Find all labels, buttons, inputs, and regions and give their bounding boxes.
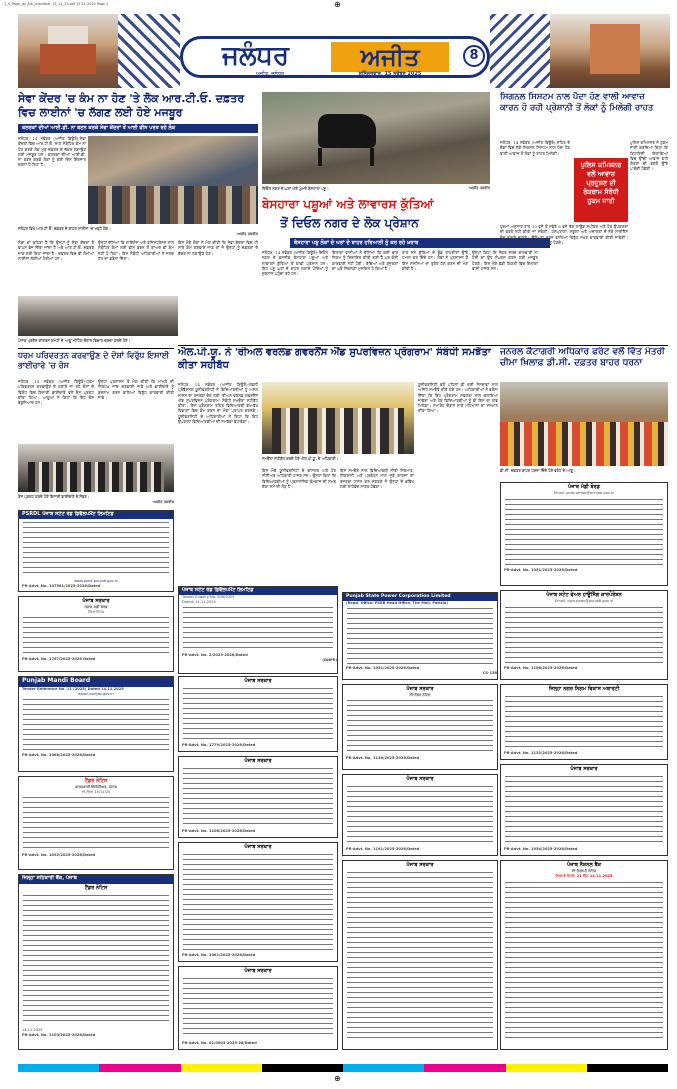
story3-body-col1: ਜਲੰਧਰ, 14 ਨਵੰਬਰ (ਅਜੀਤ ਬਿਊਰੋ)-ਦਿਓਲ ਨਗਰ ਦੇ ਵਸਨੀਕ ਬੇਸਹਾਰਾ ਪਸ਼ੂਆਂ ਅਤੇ ਲਾਵਾਰਸ ਕੁੱਤਿਆਂ ਤੋਂ ਕਾਫ਼ੀ ਪ੍ਰੇਸ਼ਾਨ ਹਨ। ਇਹ ਪਸ਼ੂ ਘਰਾਂ ਦੇ ਬਾਹਰ ਲਗਾਏ ਪੌਦਿਆਂ ਨੂੰ ਨੁਕਸਾਨ ਪਹੁੰਚਾ ਰਹੇ ਹਨ।	[262, 250, 328, 277]
story5-body-col4: ਯੂਨੀਵਰਸਿਟੀ ਵਲੋਂ ਪਹਿਲਾਂ ਵੀ ਕਈ ਸੰਸਥਾਵਾਂ ਨਾਲ ਅਜਿਹੇ ਸਮਝੌਤੇ ਕੀਤੇ ਗਏ ਹਨ। ਅਧਿਕਾਰੀਆਂ ਨੇ ਭਰੋਸਾ ਦਿੱਤਾ ਕਿ ਇਹ ਪ੍ਰੋਗਰਾਮ ਸਫ਼ਲਤਾ ਨਾਲ ਚਲਾਇਆ ਜਾਵੇਗਾ ਅਤੇ ਹੋਰ ਵਿਦਿਆਰਥੀਆਂ ਨੂੰ ਵੀ ਇਸ ਦਾ ਲਾਭ ਮਿਲੇਗਾ। ਸਮਾਰੋਹ ਦੌਰਾਨ ਸਾਰੇ ਮਹਿਮਾਨਾਂ ਦਾ ਸਨਮਾਨ ਕੀਤਾ ਗਿਆ।	[418, 382, 498, 414]
ad-cooperative-date: 14.11.2025	[22, 1027, 43, 1032]
ad-bank	[500, 860, 668, 1050]
story1-headline: ਸੇਵਾ ਕੇਂਦਰ 'ਚ ਕੰਮ ਨਾ ਹੋਣ 'ਤੇ ਲੋਕ ਆਰ.ਟੀ.ਓ. ਦਫ਼ਤਰ ਵਿਚ ਲਾਈਨਾਂ 'ਚ ਲੱਗਣ ਲਈ ਹੋਏ ਮਜਬੂਰ	[18, 92, 245, 119]
ad-big-tender-title: ਪੰਜਾਬ ਸਰਕਾਰ	[406, 862, 434, 868]
color-registration-bar	[18, 1064, 668, 1072]
story1-photo	[88, 136, 258, 224]
ad-pb-sarkar-mid-title: ਪੰਜਾਬ ਸਰਕਾਰ	[244, 758, 272, 764]
masthead-subtitle: ਅਜੀਤ	[331, 42, 449, 72]
story3-body-col4: ਉਨ੍ਹਾਂ ਕਿਹਾ ਕਿ ਜੇਕਰ ਜਲਦ ਕਾਰਵਾਈ ਨਾ ਹੋਈ ਤਾਂ ਉਹ ਸੰਘਰਸ਼ ਕਰਨ ਲਈ ਮਜਬੂਰ ਹੋਣਗੇ। ਇਸ ਮੌਕੇ ਵੱਡੀ ਗਿਣਤੀ ਵਿਚ ਇਲਾਕਾ ਵਾਸੀ ਹਾਜ਼ਰ ਸਨ।	[472, 250, 538, 271]
ad-tender-notice-pr: PR-Advt. No. 1092/2025-2026/Dated	[22, 852, 96, 857]
ad-big-tender	[342, 860, 498, 1050]
story5-body-col2: ਇਸ ਮੌਕੇ ਯੂਨੀਵਰਸਿਟੀ ਦੇ ਚਾਂਸਲਰ ਅਤੇ ਹੋਰ ਸੀਨੀਅਰ ਅਧਿਕਾਰੀ ਹਾਜ਼ਰ ਸਨ। ਉਨ੍ਹਾਂ ਕਿਹਾ ਕਿ ਵਿਦਿਆਰਥੀਆਂ ਨੂੰ ਪ੍ਰਸ਼ਾਸਨਿਕ ਕੰਮਕਾਜ ਦੀ ਸਮਝ ਦੇਣਾ ਸਮੇਂ ਦੀ ਲੋੜ ਹੈ।	[262, 468, 336, 489]
story1-credit: -ਅਜੀਤ ਤਸਵੀਰ	[236, 232, 258, 236]
story5-headline: ਐਲ.ਪੀ.ਯੂ. ਨੇ 'ਰੀਅਲ ਵਰਲਡ ਗਵਰਨੈਂਸ ਐਂਡ ਸੁਪਰਵਿਜ਼ਨ ਪ੍ਰੋਗਰਾਮ' ਸੰਬੰਧੀ ਸਮਝੌਤਾ ਕੀਤਾ ਸਹੀਬੱਧ	[178, 347, 491, 371]
ad-pspcl-pr: PR-Advt. No. 1051/2025-2026/Dated	[346, 666, 420, 670]
ad-psrdl2-dated: Dated: 11.11.2025	[182, 600, 216, 604]
ad-pb-mantri-pr: PR-Advt. No. 1051/2025-2026/Dated	[504, 567, 578, 572]
ad-psrdl-pr: PR-Advt. No. 107581/2025-2026/Dated	[22, 584, 101, 588]
ad-psrdl2-pr: PR-Advt. No. 2/2025-2026/Dated	[182, 653, 248, 657]
story2-body-col2: ਉਨ੍ਹਾਂ ਪ੍ਰਸ਼ਾਸਨ ਤੋਂ ਮੰਗ ਕੀਤੀ ਕਿ ਮਾਮਲੇ ਦੀ ਨਿਰਪੱਖ ਜਾਂਚ ਕਰਵਾਈ ਜਾਵੇ ਅਤੇ ਭਾਈਚਾਰੇ ਨੂੰ ਬਦਨਾਮ ਕਰਨ ਵਾਲਿਆਂ ਵਿਰੁੱਧ ਕਾਰਵਾਈ ਕੀਤੀ ਜਾਵੇ।	[98, 379, 174, 400]
ad-tender-notice-number: ਈ-ਟੈਂਡਰ 14/11/25	[81, 789, 111, 794]
ad-pb-sarkar4	[178, 842, 338, 962]
story5-body-col3: ਇਸ ਸਮਝੌਤੇ ਨਾਲ ਵਿਦਿਆਰਥੀ ਨੀਤੀ ਨਿਰਮਾਣ, ਨਿਗਰਾਨੀ ਅਤੇ ਪ੍ਰਬੰਧਨ ਨਾਲ ਜੁੜੇ ਕਾਰਜਾਂ ਦਾ ਤਜਰਬਾ ਹਾਸਲ ਕਰ ਸਕਣਗੇ ਜੋ ਉਨ੍ਹਾਂ ਦੇ ਭਵਿੱਖ ਲਈ ਲਾਹੇਵੰਦ ਸਾਬਤ ਹੋਵੇਗਾ।	[340, 468, 414, 489]
story3-photo	[262, 92, 490, 184]
ad-psrdl	[18, 510, 174, 592]
ad-pb-sarkar-etender-title: ਪੰਜਾਬ ਸਰਕਾਰ	[406, 686, 434, 692]
masthead-pattern-left	[118, 14, 180, 88]
ad-pspcl	[342, 592, 498, 680]
ad-psrdl2-code: (DNPR)	[322, 658, 337, 662]
ad-pb-sarkar2	[342, 774, 498, 856]
ad-bottom-center	[178, 966, 338, 1050]
ad-punjab-mandi	[18, 676, 174, 772]
story3-body-col2: ਇਲਾਕਾ ਵਾਸੀਆਂ ਨੇ ਦੱਸਿਆ ਕਿ ਕਈ ਵਾਰ ਨਿਗਮ ਨੂੰ ਸ਼ਿਕਾਇਤ ਕੀਤੀ ਗਈ ਹੈ ਪਰ ਕੋਈ ਕਾਰਵਾਈ ਨਹੀਂ ਹੋਈ। ਬੱਚਿਆਂ ਅਤੇ ਬਜ਼ੁਰਗਾਂ ਦਾ ਘਰੋਂ ਨਿਕਲਣਾ ਮੁਸ਼ਕਿਲ ਹੋ ਗਿਆ ਹੈ।	[332, 250, 398, 271]
ad-pb-sarkar4-title: ਪੰਜਾਬ ਸਰਕਾਰ	[244, 844, 272, 850]
ad-punjab-mandi-subtitle: Tender Reference No. 11 (2025) Dated 14.11.2025	[22, 687, 124, 691]
ad-cooperative-title: ਜਿਲ੍ਹਾ ਸਹਿਕਾਰੀ ਬੈਂਕ, ਪੰਜਾਬ	[19, 875, 173, 884]
ad-bottom-center-pr: PR-Advt. No. 01/0003-2025-26/Dated	[182, 1040, 257, 1045]
story3-credit: -ਅਜੀਤ ਤਸਵੀਰ	[468, 186, 490, 190]
ad-bank-subtitle: ਈ-ਨਿਲਾਮੀ ਨੋਟਿਸ	[571, 868, 597, 873]
ad-pb-mantri	[500, 482, 668, 586]
ad-pb-sarkar3-title: ਪੰਜਾਬ ਸਰਕਾਰ	[570, 766, 598, 772]
ad-psrdl2	[178, 586, 338, 674]
ad-cooperative-notice: ਟੈਂਡਰ ਨੋਟਿਸ	[84, 885, 108, 891]
story1-strap: ਕਲਰਕਾਂ ਦੀਆਂ ਆਈ.ਡੀ. ਨਾ ਬਣਨ ਕਰਕੇ ਸੇਵਾ ਕੇਂਦਰਾਂ ਤੋਂ ਆਈ ਫੀਸ ਪਰਤ ਰਹੇ ਲੋਕ	[18, 124, 258, 133]
story5-body-col1: ਜਲੰਧਰ, 14 ਨਵੰਬਰ (ਅਜੀਤ ਬਿਊਰੋ)-ਲਵਲੀ ਪ੍ਰੋਫੈਸ਼ਨਲ ਯੂਨੀਵਰਸਿਟੀ ਨੇ ਵਿਦਿਆਰਥੀਆਂ ਨੂੰ ਅਸਲ ਸ਼ਾਸਨ ਦਾ ਤਜਰਬਾ ਦੇਣ ਲਈ 'ਰੀਅਲ ਵਰਲਡ ਗਵਰਨੈਂਸ ਐਂਡ ਸੁਪਰਵਿਜ਼ਨ ਪ੍ਰੋਗਰਾਮ' ਸੰਬੰਧੀ ਸਮਝੌਤਾ ਸਹੀਬੱਧ ਕੀਤਾ। ਇਸ ਪ੍ਰੋਗਰਾਮ ਤਹਿਤ ਵਿਦਿਆਰਥੀ ਵੱਖ-ਵੱਖ ਵਿਭਾਗਾਂ ਵਿਚ ਕੰਮ ਕਰਨ ਦਾ ਮੌਕਾ ਪ੍ਰਾਪਤ ਕਰਨਗੇ। ਯੂਨੀਵਰਸਿਟੀ ਦੇ ਅਧਿਕਾਰੀਆਂ ਨੇ ਕਿਹਾ ਕਿ ਇਹ ਉਪਰਾਲਾ ਵਿਦਿਆਰਥੀਆਂ ਦੀ ਸਮਰੱਥਾ ਵਧਾਵੇਗਾ।	[178, 382, 258, 425]
masthead-left-photo	[18, 14, 118, 88]
ad-pspcl-tender-pr: PR-Advt. No. 1767/2025-2026 Dated	[22, 656, 96, 661]
ad-pb-sarkar3	[500, 764, 668, 856]
ad-housing	[500, 684, 668, 760]
story2-headline: ਧਰਮ ਪਰਿਵਰਤਨ ਕਰਵਾਉਣ ਦੇ ਦੋਸ਼ਾਂ ਵਿਰੁੱਧ ਇਸਾਈ ਭਾਈਚਾਰੇ 'ਚ ਰੋਸ	[18, 351, 170, 370]
ad-psrdl-title: PSRDL ਪੰਜਾਬ ਸਟੇਟ ਰੋਡ ਡਿਵੈਲਪਮੈਂਟ ਲਿਮਟਿਡ	[19, 511, 173, 519]
ad-pb-sarkar-etender-pr: PR-Advt. No. 1136/2025-2026/Dated	[346, 755, 420, 760]
story1-body-col4: ਇਸ ਮੌਕੇ ਲੋਕਾਂ ਨੇ ਮੰਗ ਕੀਤੀ ਕਿ ਸੇਵਾ ਕੇਂਦਰਾਂ ਵਿਚ ਹੀ ਸਾਰੇ ਕੰਮ ਕਰਵਾਏ ਜਾਣ ਤਾਂ ਜੋ ਉਨ੍ਹਾਂ ਨੂੰ ਦਫ਼ਤਰਾਂ ਦੇ ਚੱਕਰ ਨਾ ਲਗਾਉਣੇ ਪੈਣ।	[178, 240, 258, 256]
registration-mark: ⊕	[334, 0, 341, 9]
story1-photo2	[18, 296, 178, 336]
story2-credit: -ਅਜੀਤ ਤਸਵੀਰ	[152, 500, 174, 504]
ad-psrdl2-title: ਪੰਜਾਬ ਸਟੇਟ ਰੋਡ ਡਿਵੈਲਪਮੈਂਟ ਲਿਮਟਿਡ	[179, 587, 337, 595]
ad-pb-sarkar4-pr: PR-Advt. No. 1061/2025-2026/Dated	[182, 952, 256, 957]
story1-photo2-caption: ਪੰਜਾਬ ਪ੍ਰਦੇਸ਼ ਕਾਂਗਰਸ ਕਮੇਟੀ ਦੇ ਆਗੂ ਮੀਟਿੰਗ ਦੌਰਾਨ ਵਿਚਾਰ-ਚਰਚਾ ਕਰਦੇ ਹੋਏ।	[18, 338, 131, 343]
story1-caption: ਜਲੰਧਰ ਵਿਖੇ ਆਰ.ਟੀ.ਓ. ਦਫ਼ਤਰ ਦੇ ਬਾਹਰ ਲਾਈਨਾਂ 'ਚ ਖੜ੍ਹੇ ਲੋਕ।	[18, 226, 111, 231]
story4-body-col2: ਪੁਲਿਸ ਕਮਿਸ਼ਨਰ ਨੇ ਹੁਕਮ ਜਾਰੀ ਕਰਦਿਆਂ ਕਿਹਾ ਕਿ ਰਿਹਾਇਸ਼ੀ ਇਲਾਕਿਆਂ ਵਿਚ ਉੱਚੀ ਆਵਾਜ਼ ਵਾਲੇ ਯੰਤਰਾਂ ਦੀ ਵਰਤੋਂ ਉੱਤੇ ਪਾਬੰਦੀ ਹੋਵੇਗੀ।	[630, 140, 668, 172]
masthead-title: ਜਲੰਧਰ	[221, 41, 290, 71]
story3-strap: ਬੇਸਹਾਰਾ ਪਸ਼ੂ ਲੋਕਾਂ ਦੇ ਘਰਾਂ ਦੇ ਬਾਹਰ ਹਰਿਆਲੀ ਨੂੰ ਕਰ ਰਹੇ ਖ਼ਰਾਬ	[290, 238, 550, 248]
ad-cooperative-pr: PR-Advt. No. 1103/2025-2026/Dated	[22, 1032, 96, 1037]
ad-pb-mantri-email: Email: pmb.senior@punjab.gov.in	[553, 490, 615, 495]
ad-pspcl-tender-subtitle: ਪੰਜਾਬ ਮੰਡੀ ਬੋਰਡ	[84, 604, 108, 609]
story6-photo	[500, 382, 668, 466]
ad-pspcl-code: CS-158	[482, 671, 497, 675]
masthead-date: ਸ਼ਨਿੱਚਰਵਾਰ, 15 ਨਵੰਬਰ 2025	[358, 71, 422, 77]
ad-pb-sarkar-etender-subtitle: ਈ-ਟੈਂਡਰ ਨੋਟਿਸ	[409, 692, 431, 697]
story5-caption: ਸਮਝੌਤਾ ਸਹੀਬੱਧ ਕਰਦੇ ਹੋਏ ਐਲ.ਪੀ.ਯੂ. ਦੇ ਅਧਿਕਾਰੀ।	[262, 456, 339, 461]
ad-tender-notice-subtitle: ਕਾਰਜਕਾਰੀ ਇੰਜੀਨੀਅਰ, ਪੰਜਾਬ	[75, 784, 117, 789]
ad-tender-notice-title: ਟੈਂਡਰ ਨੋਟਿਸ	[84, 778, 108, 784]
registration-mark-bottom: ⊕	[334, 1074, 341, 1083]
ad-warehousing-title: ਪੰਜਾਬ ਸਟੇਟ ਵੇਅਰ ਹਾਊਸਿੰਗ ਕਾਰਪੋਰੇਸ਼ਨ	[546, 592, 622, 598]
ad-cooperative	[18, 874, 174, 1050]
story1-body-col3: ਉਨ੍ਹਾਂ ਦੱਸਿਆ ਕਿ ਲਾਇਸੰਸ ਅਤੇ ਰਜਿਸਟ੍ਰੇਸ਼ਨ ਨਾਲ ਸੰਬੰਧਿਤ ਕੰਮਾਂ ਲਈ ਫੀਸ ਭਰਨ ਤੋਂ ਬਾਅਦ ਵੀ ਕੰਮ ਨਹੀਂ ਹੋ ਰਿਹਾ। ਇਸ ਸੰਬੰਧੀ ਅਧਿਕਾਰੀਆਂ ਨੇ ਜਲਦ ਹੱਲ ਦਾ ਭਰੋਸਾ ਦਿੱਤਾ।	[98, 240, 174, 261]
ad-pspcl-subtitle: (Regd. Office: PSEB Head Office, The Mall, Patiala)	[346, 601, 448, 605]
ad-bottom-center-title: ਪੰਜਾਬ ਸਰਕਾਰ	[244, 968, 272, 974]
ad-pb-sarkar2-pr: PR-Advt. No. 1191/2025-2026/Dated	[346, 846, 420, 851]
story3-body-col3: ਰਾਤ ਸਮੇਂ ਕੁੱਤਿਆਂ ਦੇ ਝੁੰਡ ਰਾਹਗੀਰਾਂ ਉੱਤੇ ਹਮਲਾ ਕਰ ਦਿੰਦੇ ਹਨ। ਲੋਕਾਂ ਨੇ ਪ੍ਰਸ਼ਾਸਨ ਤੋਂ ਇਸ ਸਮੱਸਿਆ ਦਾ ਤੁਰੰਤ ਹੱਲ ਕਰਨ ਦੀ ਮੰਗ ਕੀਤੀ ਹੈ।	[402, 250, 468, 271]
ad-punjab-mandi-pr: PR-Advt. No. 1068/2025-2026/Dated	[22, 753, 96, 757]
story4-body-col3: ਹੁਕਮਾਂ ਅਨੁਸਾਰ ਰਾਤ 10 ਵਜੇ ਤੋਂ ਸਵੇਰੇ 6 ਵਜੇ ਤੱਕ ਲਾਊਡ ਸਪੀਕਰ ਅਤੇ ਹੋਰ ਉਪਕਰਣਾਂ ਦੀ ਵਰਤੋਂ ਨਹੀਂ ਕੀਤੀ ਜਾ ਸਕੇਗੀ। ਹਸਪਤਾਲਾਂ, ਸਕੂਲਾਂ ਅਤੇ ਅਦਾਲਤਾਂ ਦੇ ਨੇੜੇ ਸਾਈਲੈਂਸ ਜ਼ੋਨ ਬਣਾਏ ਜਾਣਗੇ। ਉਲੰਘਣਾ ਕਰਨ ਵਾਲਿਆਂ ਵਿਰੁੱਧ ਸਖ਼ਤ ਕਾਰਵਾਈ ਕੀਤੀ ਜਾਵੇਗੀ। ਇਹ ਹੁਕਮ ਤੁਰੰਤ ਪ੍ਰਭਾਵ ਨਾਲ ਲਾਗੂ ਹੋਣਗੇ।	[500, 224, 628, 245]
ad-pspcl-tender	[18, 596, 174, 672]
ad-bank-title: ਪੰਜਾਬ ਨੈਸ਼ਨਲ ਬੈਂਕ	[566, 862, 601, 868]
masthead	[0, 10, 677, 90]
story1-body-col2: ਲੋਕਾਂ ਦਾ ਕਹਿਣਾ ਹੈ ਕਿ ਉਨ੍ਹਾਂ ਨੂੰ ਸੇਵਾ ਕੇਂਦਰਾਂ ਤੋਂ ਵਾਪਸ ਭੇਜ ਦਿੱਤਾ ਜਾਂਦਾ ਹੈ ਅਤੇ ਆਰ.ਟੀ.ਓ. ਦਫ਼ਤਰ ਜਾਣ ਲਈ ਕਿਹਾ ਜਾਂਦਾ ਹੈ। ਦਫ਼ਤਰ ਵਿਚ ਵੀ ਲੰਮੀਆਂ ਲਾਈਨਾਂ ਲੱਗੀਆਂ ਹੋਈਆਂ ਹਨ।	[18, 240, 94, 261]
ad-pb-sarkar2-title: ਪੰਜਾਬ ਸਰਕਾਰ	[406, 776, 434, 782]
ad-pspcl-title: Punjab State Power Corporation Limited	[343, 593, 497, 601]
ad-pb-sarkar-etender	[342, 684, 498, 770]
print-slug: 1_0_Page_Jal_Ajit_Jalandhar_15_11_25.pdf 15.11.2025 Page 1	[4, 2, 109, 6]
ad-pb-sarkar-mid	[178, 756, 338, 838]
story4-box: ਪੁਲਿਸ ਕਮਿਸ਼ਨਰ ਵਲੋਂ ਆਵਾਜ਼ ਪ੍ਰਦੂਸ਼ਣ ਦੀ ਰੋਕਥਾਮ ਸੰਬੰਧੀ ਹੁਕਮ ਜਾਰੀ	[574, 158, 628, 222]
story6-headline: ਜਨਰਲ ਕੈਟਾਗਰੀ ਅਧਿਕਾਰ ਫਰੰਟ ਵਲੋਂ ਵਿੱਤ ਮੰਤਰੀ ਚੀਮਾ ਖ਼ਿਲਾਫ਼ ਡੀ.ਸੀ. ਦਫ਼ਤਰ ਬਾਹਰ ਧਰਨਾ	[500, 347, 665, 369]
masthead-pattern-right	[490, 14, 550, 88]
ad-pb-sarkar1-title: ਪੰਜਾਬ ਸਰਕਾਰ	[244, 678, 272, 684]
ad-pspcl-tender-notice: ਟੈਂਡਰ ਨੋਟਿਸ	[87, 609, 105, 614]
masthead-right-photo	[550, 14, 670, 88]
story4-body-col1: ਜਲੰਧਰ, 14 ਨਵੰਬਰ (ਅਜੀਤ ਬਿਊਰੋ)-ਸ਼ਹਿਰ ਦੇ ਚੌਕਾਂ ਵਿਚ ਲੱਗੇ ਸਿਗਨਲ ਸਿਸਟਮ ਨਾਲ ਪੈਦਾ ਹੋਣ ਵਾਲੀ ਆਵਾਜ਼ ਤੋਂ ਲੋਕਾਂ ਨੂੰ ਰਾਹਤ ਮਿਲੇਗੀ।	[500, 140, 570, 156]
story2-photo	[18, 444, 174, 492]
ad-psrdl-web: www.psrdl.punjab.gov.in	[74, 579, 118, 583]
ad-bank-dates: ਨਿਲਾਮੀ ਮਿਤੀ: 21 ਤਿੰਨ 14.11.2025	[555, 873, 613, 878]
ad-pb-sarkar-mid-pr: PR-Advt. No. 1106/2025-2026/Dated	[182, 828, 256, 833]
story2-caption: ਰੋਸ ਪ੍ਰਗਟ ਕਰਦੇ ਹੋਏ ਇਸਾਈ ਭਾਈਚਾਰੇ ਦੇ ਮੈਂਬਰ।	[18, 494, 90, 499]
ad-pb-sarkar1-pr: PR-Advt. No. 1779/2025-2026/Dated	[182, 742, 256, 747]
story6-caption: ਡੀ.ਸੀ. ਦਫ਼ਤਰ ਬਾਹਰ ਧਰਨਾ ਦਿੰਦੇ ਹੋਏ ਫਰੰਟ ਦੇ ਆਗੂ।	[500, 468, 576, 473]
ad-punjab-mandi-web: eproc.punjab.gov.in	[78, 692, 114, 696]
ad-punjab-mandi-title: Punjab Mandi Board	[19, 677, 173, 687]
ad-pspcl-tender-title: ਪੰਜਾਬ ਸਰਕਾਰ	[82, 598, 110, 604]
ad-pb-sarkar1	[178, 676, 338, 752]
story4-headline: ਸਿਗਨਲ ਸਿਸਟਮ ਨਾਲ ਪੈਦਾ ਹੋਣ ਵਾਲੀ ਆਵਾਜ਼ ਕਾਰਨ ਹੋ ਰਹੀ ਪ੍ਰੇਸ਼ਾਨੀ ਤੋਂ ਲੋਕਾਂ ਨੂੰ ਮਿਲੇਗੀ ਰਾਹਤ	[500, 92, 654, 113]
masthead-tagline: ਅਜੀਤ, ਜਲੰਧਰ	[255, 71, 285, 77]
ad-housing-pr: PR-Advt. No. 1133/2025-2026/Dated	[504, 750, 578, 755]
story3-headline-navy: ਤੋਂ ਦਿਓਲ ਨਗਰ ਦੇ ਲੋਕ ਪ੍ਰੇਸ਼ਾਨ	[280, 216, 419, 230]
story3-headline-red: ਬੇਸਹਾਰਾ ਪਸ਼ੂਆਂ ਅਤੇ ਲਾਵਾਰਸ ਕੁੱਤਿਆਂ	[262, 197, 434, 211]
story2-body-col1: ਜਲੰਧਰ, 14 ਨਵੰਬਰ (ਅਜੀਤ ਬਿਊਰੋ)-ਧਰਮ ਪਰਿਵਰਤਨ ਕਰਵਾਉਣ ਦੇ ਲਗਾਏ ਜਾ ਰਹੇ ਦੋਸ਼ਾਂ ਦੇ ਵਿਰੋਧ ਵਿਚ ਇਸਾਈ ਭਾਈਚਾਰੇ ਵਲੋਂ ਰੋਸ ਪ੍ਰਗਟ ਕੀਤਾ ਗਿਆ। ਆਗੂਆਂ ਨੇ ਕਿਹਾ ਕਿ ਇਹ ਦੋਸ਼ ਬੇਬੁਨਿਆਦ ਹਨ।	[18, 379, 94, 406]
ad-tender-notice	[18, 776, 174, 870]
ad-warehousing-email: Email: cgm.pswc@punjab.gov.in	[554, 598, 614, 603]
story1-body-col1: ਜਲੰਧਰ, 14 ਨਵੰਬਰ (ਅਜੀਤ ਬਿਊਰੋ)-ਸੇਵਾ ਕੇਂਦਰਾਂ ਵਿਚ ਆਰ.ਟੀ.ਓ. ਨਾਲ ਸੰਬੰਧਿਤ ਕੰਮ ਨਾ ਹੋਣ ਕਰਕੇ ਲੋਕ ਮੁੜ ਦਫ਼ਤਰ ਦੇ ਚੱਕਰ ਲਗਾਉਣ ਲਈ ਮਜਬੂਰ ਹਨ। ਕਲਰਕਾਂ ਦੀਆਂ ਆਈ.ਡੀ. ਨਾ ਬਣਨ ਕਰਕੇ ਲੋਕਾਂ ਨੂੰ ਕਈ ਦਿਨ ਇੰਤਜ਼ਾਰ ਕਰਨਾ ਪੈ ਰਿਹਾ ਹੈ।	[18, 136, 86, 168]
page-number: 8	[463, 45, 485, 67]
ad-warehousing-pr: PR-Advt. No. 1106/2025-2026/Dated	[504, 665, 578, 670]
ad-pb-sarkar3-pr: PR-Advt. No. 1054/2025-2026/Dated	[504, 846, 578, 851]
story5-photo	[262, 382, 414, 454]
ad-warehousing	[500, 590, 668, 680]
ad-pb-mantri-title: ਪੰਜਾਬ ਮੰਡੀ ਬੋਰਡ	[567, 484, 601, 490]
ad-housing-title: ਜਿਲ੍ਹਾ ਨਗਰ ਨਿਗਮ ਵਿਕਾਸ ਅਥਾਰਟੀ	[548, 686, 620, 692]
ad-psrdl2-tender: Tender Enquiry No. 006/2025	[182, 595, 235, 599]
story3-caption: ਦਿਓਲ ਨਗਰ ਦੇ ਘਰਾਂ ਅੱਗੇ ਘੁੰਮਦੇ ਬੇਸਹਾਰਾ ਪਸ਼ੂ।	[262, 186, 329, 191]
